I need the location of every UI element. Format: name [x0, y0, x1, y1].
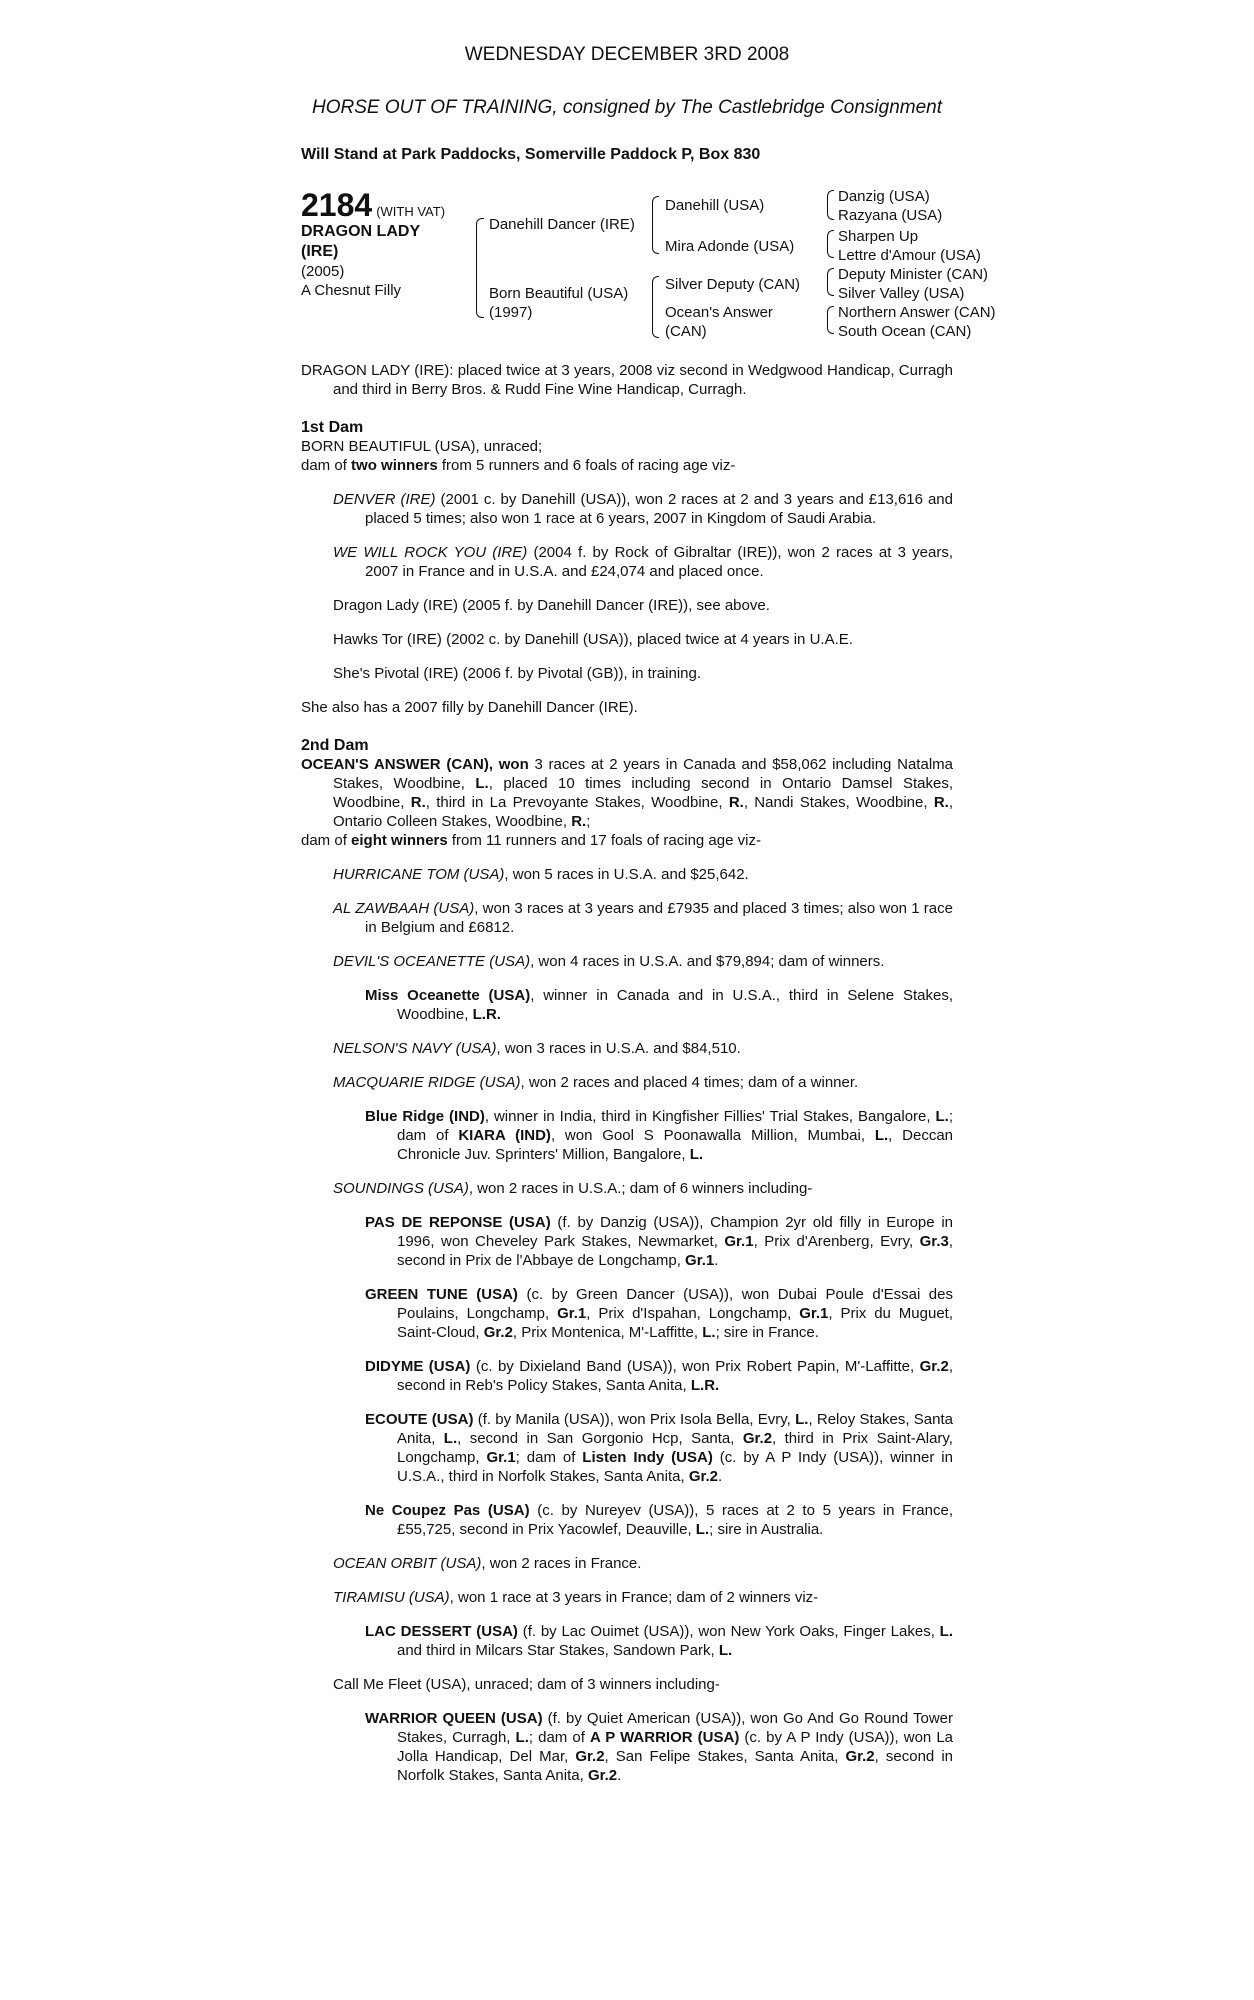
grade: Gr.2: [688, 1468, 718, 1485]
text: from 11 runners and 17 foals of racing age viz-: [447, 832, 761, 849]
text: , Prix Montenica, M'-Laffitte,: [512, 1324, 703, 1341]
grade: L.: [935, 1108, 949, 1125]
produce-rock: [333, 543, 953, 581]
horse-name: DIDYME (USA): [365, 1358, 471, 1375]
text: dam of: [301, 832, 352, 849]
grade: R.: [410, 794, 426, 811]
text: , won 1 race at 3 years in France; dam of 2 winners viz-: [449, 1589, 819, 1606]
text: , second in Prix de l'Abbaye de Longchamp,: [397, 1233, 953, 1269]
text: , Prix d'Arenberg, Evry,: [753, 1233, 920, 1250]
horse-name: Ne Coupez Pas (USA): [365, 1502, 530, 1519]
horse-name: OCEAN ORBIT (USA): [333, 1555, 482, 1572]
horse-name: A P WARRIOR (USA): [589, 1729, 740, 1746]
horse-name-line1: DRAGON LADY: [301, 223, 421, 240]
grade: Gr.1: [486, 1449, 516, 1466]
text: (c. by Nureyev (USA)), 5 races at 2 to 5 years in France, £55,725, second in Prix Yacowlef, Deauville,: [397, 1502, 953, 1538]
pedigree-dam-line2: (1997): [489, 304, 533, 321]
text: , won 2 races in France.: [481, 1555, 642, 1572]
grade: R.: [933, 794, 949, 811]
pedigree-dds: Northern Answer (CAN): [838, 304, 996, 321]
text: , placed 10 times including second in Ontario Damsel Stakes, Woodbine,: [333, 775, 953, 811]
first-dam-produce: [301, 456, 953, 475]
lot-number: 2184: [301, 187, 373, 223]
produce-hawks: Hawks Tor (IRE) (2002 c. by Danehill (USA)), placed twice at 4 years in U.A.E.: [333, 631, 853, 648]
pedigree-sdd: Lettre d'Amour (USA): [838, 247, 981, 264]
text-bold: eight winners: [351, 832, 448, 849]
produce-macquarie: [333, 1073, 953, 1092]
grade: Gr.2: [742, 1430, 773, 1447]
horse-name: OCEAN'S ANSWER (CAN): [301, 756, 489, 773]
pedigree-dam-dam-line2: (CAN): [665, 323, 707, 340]
produce-didyme: [365, 1357, 953, 1395]
pedigree-ssd: Razyana (USA): [838, 207, 943, 224]
text: , won 2 races in U.S.A.; dam of 6 winners including-: [468, 1180, 813, 1197]
second-dam-heading: 2nd Dam: [301, 737, 369, 754]
horse-name: MACQUARIE RIDGE (USA): [333, 1074, 521, 1091]
horse-name: NELSON'S NAVY (USA): [333, 1040, 497, 1057]
grade: L.: [795, 1411, 809, 1428]
horse-name: LAC DESSERT (USA): [365, 1623, 518, 1640]
text-bold: , won: [488, 756, 529, 773]
text: , won Gool S Poonawalla Million, Mumbai,: [550, 1127, 875, 1144]
text: , third in La Prevoyante Stakes, Woodbine,: [425, 794, 729, 811]
text: , Deccan Chronicle Juv. Sprinters' Million, Bangalore,: [397, 1127, 954, 1163]
text: , Nandi Stakes, Woodbine,: [743, 794, 934, 811]
stand-location: Will Stand at Park Paddocks, Somerville Paddock P, Box 830: [301, 146, 761, 163]
text-bold: two winners: [351, 457, 438, 474]
catalogue-body: [301, 361, 953, 1800]
text: , won 5 races in U.S.A. and $25,642.: [504, 866, 749, 883]
pedigree-dam-dam-line1: Ocean's Answer: [665, 304, 773, 321]
text: (c. by Dixieland Band (USA)), won Prix Robert Papin, M'-Laffitte,: [470, 1358, 920, 1375]
grade: L.R.: [472, 1006, 501, 1023]
produce-nelson: [333, 1039, 953, 1058]
text: , won 3 races at 3 years and £7935 and placed 3 times; also won 1 race in Belgium and £6812.: [365, 900, 953, 936]
sale-date: WEDNESDAY DECEMBER 3RD 2008: [464, 44, 790, 65]
produce-ocean-orbit: [333, 1554, 953, 1573]
text: , Ontario Colleen Stakes, Woodbine,: [333, 794, 953, 830]
pedigree-sds: Sharpen Up: [838, 228, 919, 245]
lot-block: [301, 188, 481, 300]
text: , won 3 races in U.S.A. and $84,510.: [496, 1040, 741, 1057]
horse-name: DEVIL'S OCEANETTE (USA): [333, 953, 531, 970]
grade: Gr.1: [799, 1305, 829, 1322]
second-dam-record: [301, 755, 953, 831]
horse-name: HURRICANE TOM (USA): [333, 866, 505, 883]
text: ; dam of: [528, 1729, 590, 1746]
pedigree-sss: Danzig (USA): [838, 188, 930, 205]
text: (c. by A P Indy (USA)), winner in U.S.A., third in Norfolk Stakes, Santa Anita,: [397, 1449, 953, 1485]
horse-name: Blue Ridge (IND): [365, 1108, 485, 1125]
text: (f. by Manila (USA)), won Prix Isola Bella, Evry,: [473, 1411, 796, 1428]
text: dam of: [301, 457, 352, 474]
text: (f. by Danzig (USA)), Champion 2yr old filly in Europe in 1996, won Cheveley Park Stakes, Newmarket,: [397, 1214, 953, 1250]
produce-blue-ridge: [365, 1107, 953, 1164]
horse-name: WE WILL ROCK YOU (IRE): [333, 544, 528, 561]
brace-dd: [827, 306, 834, 334]
grade: L.: [515, 1729, 529, 1746]
pedigree-dss: Deputy Minister (CAN): [838, 266, 989, 283]
produce-ecoute: [365, 1410, 953, 1486]
consignment-subtitle: HORSE OUT OF TRAINING, consigned by The Castlebridge Consignment: [311, 97, 943, 118]
text: .: [617, 1767, 622, 1784]
grade: Gr.3: [919, 1233, 949, 1250]
produce-pivotal: She's Pivotal (IRE) (2006 f. by Pivotal (GB)), in training.: [333, 665, 702, 682]
pedigree-sire: Danehill Dancer (IRE): [489, 216, 635, 233]
produce-warrior-queen: [365, 1709, 953, 1785]
text: , second in Norfolk Stakes, Santa Anita,: [397, 1748, 953, 1784]
produce-zawbaah: [333, 899, 953, 937]
grade: L.: [702, 1324, 716, 1341]
produce-hurricane: [333, 865, 953, 884]
first-dam-line: BORN BEAUTIFUL (USA), unraced;: [301, 438, 543, 455]
vat-note: (WITH VAT): [376, 204, 446, 219]
grade: Gr.2: [587, 1767, 618, 1784]
horse-name: WARRIOR QUEEN (USA): [365, 1710, 543, 1727]
pedigree-sire-dam: Mira Adonde (USA): [665, 238, 795, 255]
produce-miss-oceanette: [365, 986, 953, 1024]
pedigree-dam-line1: Born Beautiful (USA): [489, 285, 629, 302]
text: , winner in Canada and in U.S.A., third in Selene Stakes, Woodbine,: [397, 987, 953, 1023]
grade: Gr.2: [575, 1748, 605, 1765]
text: , Prix d'Ispahan, Longchamp,: [586, 1305, 800, 1322]
text: and third in Milcars Star Stakes, Sandown Park,: [397, 1642, 719, 1659]
text: , won 2 races and placed 4 times; dam of a winner.: [520, 1074, 859, 1091]
produce-devil: [333, 952, 953, 971]
grade: Gr.2: [919, 1358, 949, 1375]
horse-name: AL ZAWBAAH (USA): [333, 900, 475, 917]
text: (2001 c. by Danehill (USA)), won 2 races at 2 and 3 years and £13,616 and placed 5 times; also won 1 race at 6 years, 2007 in Kingdom of Saudi Arabia.: [365, 491, 953, 527]
text: (c. by Green Dancer (USA)), won Dubai Poule d'Essai des Poulains, Longchamp,: [397, 1286, 953, 1322]
produce-pas-de-reponse: [365, 1213, 953, 1270]
brace-sire: [652, 196, 659, 254]
text: (f. by Lac Ouimet (USA)), won New York Oaks, Finger Lakes,: [517, 1623, 940, 1640]
grade: L.: [939, 1623, 954, 1640]
text: ; sire in France.: [715, 1324, 819, 1341]
text: (c. by A P Indy (USA)), won La Jolla Handicap, Del Mar,: [397, 1729, 954, 1765]
grade: R.: [728, 794, 744, 811]
text: .: [714, 1252, 719, 1269]
grade: L.: [695, 1521, 710, 1538]
produce-call-me-fleet: Call Me Fleet (USA), unraced; dam of 3 winners including-: [333, 1676, 720, 1693]
pedigree-dam-sire: Silver Deputy (CAN): [665, 276, 801, 293]
horse-name: TIRAMISU (USA): [333, 1589, 450, 1606]
text: 3 races at 2 years in Canada and $58,062 including Natalma Stakes, Woodbine,: [333, 756, 953, 792]
text: , second in San Gorgonio Hcp, Santa,: [457, 1430, 743, 1447]
first-dam-heading: 1st Dam: [301, 419, 364, 436]
horse-name: Miss Oceanette (USA): [365, 987, 531, 1004]
produce-ne-coupez-pas: [365, 1501, 953, 1539]
produce-soundings: [333, 1179, 953, 1198]
horse-description: A Chesnut Filly: [301, 282, 402, 299]
horse-name: KIARA (IND): [458, 1127, 551, 1144]
grade: L.: [874, 1127, 889, 1144]
grade: L.: [718, 1642, 733, 1659]
pedigree-sire-sire: Danehill (USA): [665, 197, 765, 214]
text: (f. by Quiet American (USA)), won Go And Go Round Tower Stakes, Curragh,: [397, 1710, 953, 1746]
summary: DRAGON LADY (IRE): placed twice at 3 years, 2008 viz second in Wedgwood Handicap, Curragh and third in Berry Bros. & Rudd Fine Wine Handicap, Curragh.: [301, 362, 953, 398]
horse-name: SOUNDINGS (USA): [333, 1180, 469, 1197]
grade: L.: [443, 1430, 458, 1447]
produce-dragon: Dragon Lady (IRE) (2005 f. by Danehill Dancer (IRE)), see above.: [333, 597, 770, 614]
text: from 5 runners and 6 foals of racing age viz-: [437, 457, 736, 474]
pedigree-dsd: Silver Valley (USA): [838, 285, 965, 302]
horse-name: GREEN TUNE (USA): [365, 1286, 518, 1303]
text: ;: [586, 813, 591, 830]
text: ; dam of: [515, 1449, 583, 1466]
grade: Gr.1: [724, 1233, 754, 1250]
brace-main: [476, 218, 484, 318]
text: ; dam of: [397, 1108, 953, 1144]
horse-name: DENVER (IRE): [333, 491, 436, 508]
text: , Reloy Stakes, Santa Anita,: [397, 1411, 953, 1447]
brace-ss: [827, 190, 834, 220]
produce-green-tune: [365, 1285, 953, 1342]
horse-name: PAS DE REPONSE (USA): [365, 1214, 551, 1231]
produce-denver: [333, 490, 953, 528]
grade: Gr.1: [557, 1305, 587, 1322]
text: , Prix du Muguet, Saint-Cloud,: [397, 1305, 953, 1341]
grade: Gr.1: [685, 1252, 715, 1269]
brace-sd: [827, 230, 834, 258]
foal-year: (2005): [301, 263, 345, 280]
text: , third in Prix Saint-Alary, Longchamp,: [397, 1430, 953, 1466]
text: , San Felipe Stakes, Santa Anita,: [604, 1748, 846, 1765]
horse-name-line2: (IRE): [301, 243, 339, 260]
horse-name: Listen Indy (USA): [582, 1449, 713, 1466]
grade: L.: [689, 1146, 704, 1163]
horse-name: ECOUTE (USA): [365, 1411, 474, 1428]
grade: Gr.2: [483, 1324, 513, 1341]
also-note: She also has a 2007 filly by Danehill Dancer (IRE).: [301, 699, 638, 716]
second-dam-produce: [301, 831, 953, 850]
grade: R.: [571, 813, 587, 830]
text: , winner in India, third in Kingfisher Fillies' Trial Stakes, Bangalore,: [484, 1108, 936, 1125]
text: ; sire in Australia.: [709, 1521, 824, 1538]
grade: Gr.2: [845, 1748, 875, 1765]
text: , won 4 races in U.S.A. and $79,894; dam of winners.: [530, 953, 885, 970]
text: .: [718, 1468, 723, 1485]
produce-tiramisu: [333, 1588, 953, 1607]
pedigree-ddd: South Ocean (CAN): [838, 323, 972, 340]
brace-ds: [827, 268, 834, 296]
produce-lac-dessert: [365, 1622, 953, 1660]
grade: L.R.: [690, 1377, 720, 1394]
text: (2004 f. by Rock of Gibraltar (IRE)), won 2 races at 3 years, 2007 in France and in U.S.A. and £24,074 and placed once.: [365, 544, 953, 580]
grade: L.: [475, 775, 489, 792]
brace-dam: [652, 276, 659, 338]
text: , second in Reb's Policy Stakes, Santa Anita,: [397, 1358, 953, 1394]
